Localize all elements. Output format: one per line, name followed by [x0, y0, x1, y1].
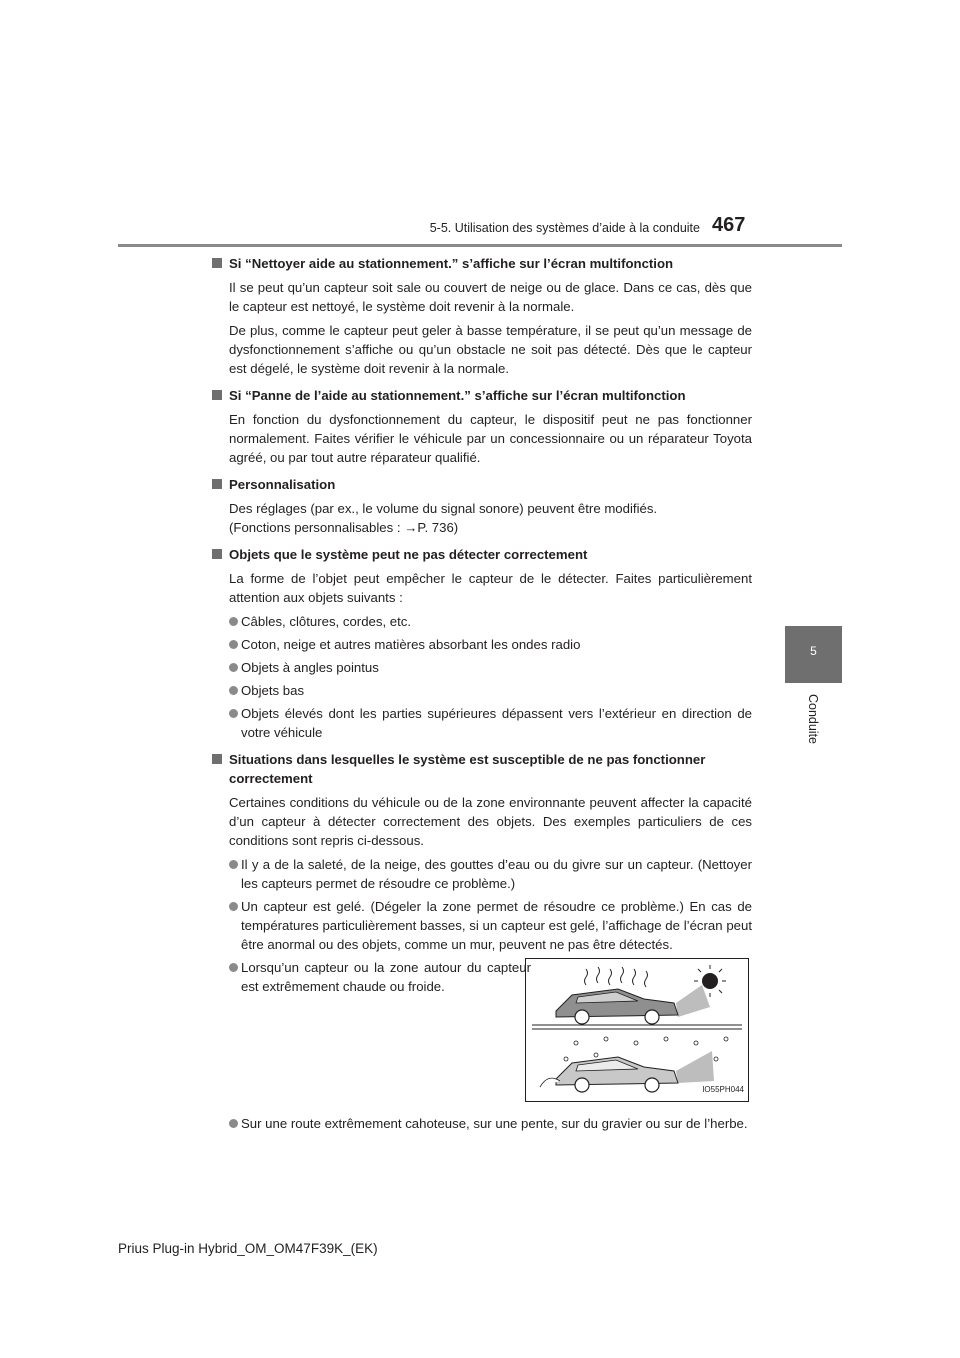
- round-bullet-icon: [229, 617, 238, 626]
- round-bullet-icon: [229, 902, 238, 911]
- round-bullet-icon: [229, 963, 238, 972]
- list-item: Objets à angles pointus: [212, 658, 752, 677]
- paragraph: Certaines conditions du véhicule ou de la zone environnante peuvent affecter la capacité d’un capteur à détecter correctement des objets. Des exemples particuliers de ces conditions sont repris ci-dessous.: [229, 795, 752, 848]
- chapter-tab-label: Conduite: [806, 693, 820, 745]
- page-number: 467: [712, 214, 746, 236]
- main-content: [212, 254, 752, 1141]
- section-title: Personnalisation: [212, 475, 752, 494]
- figure-code: IO55PH044: [702, 1085, 744, 1094]
- square-bullet-icon: [212, 390, 222, 400]
- chapter-tab-number: 5: [810, 644, 817, 658]
- section-title: Situations dans lesquelles le système est susceptible de ne pas fonctionner correctement: [212, 750, 752, 788]
- round-bullet-icon: [229, 860, 238, 869]
- round-bullet-icon: [229, 686, 238, 695]
- list-item: Un capteur est gelé. (Dégeler la zone permet de résoudre ce problème.) En cas de températures particulièrement basses, si un capteur est gelé, l’affichage de l’écran peut être anormal ou des objets, comme un mur, peuvent ne pas être détectés.: [212, 897, 752, 954]
- section-title: Si “Panne de l’aide au stationnement.” s’affiche sur l’écran multifonction: [212, 386, 752, 405]
- list-item: Objets élevés dont les parties supérieures dépassent vers l’extérieur en direction de votre véhicule: [212, 704, 752, 742]
- square-bullet-icon: [212, 479, 222, 489]
- paragraph: De plus, comme le capteur peut geler à basse température, il se peut qu’un message de dysfonctionnement s’affiche ou qu’un obstacle ne soit pas détecté. Dès que le capteur est dégelé, le système doit revenir à la normale.: [229, 323, 752, 376]
- list-item: Lorsqu’un capteur ou la zone autour du capteur est extrêmement chaude ou froide.: [212, 958, 531, 996]
- square-bullet-icon: [212, 754, 222, 764]
- car-icon: [540, 1057, 678, 1092]
- square-bullet-icon: [212, 258, 222, 268]
- section-heading: 5-5. Utilisation des systèmes d’aide à la conduite: [429, 221, 700, 235]
- square-bullet-icon: [212, 549, 222, 559]
- car-icon: [556, 989, 678, 1024]
- section-undetectable-objects: [212, 545, 752, 742]
- header-divider: [118, 244, 842, 247]
- list-item: Objets bas: [212, 681, 752, 700]
- paragraph: Il se peut qu’un capteur soit sale ou couvert de neige ou de glace. Dans ce cas, dès que le capteur est nettoyé, le système doit revenir à la normale.: [229, 280, 752, 314]
- list-item: Sur une route extrêmement cahoteuse, sur une pente, sur du gravier ou sur de l’herbe.: [212, 1114, 752, 1133]
- round-bullet-icon: [229, 640, 238, 649]
- section-title: Objets que le système peut ne pas détecter correctement: [212, 545, 752, 564]
- chapter-tab: [785, 626, 842, 683]
- round-bullet-icon: [229, 1119, 238, 1128]
- footer-model: Prius Plug-in Hybrid_OM_OM47F39K_(EK): [118, 1241, 378, 1256]
- page-reference: (Fonctions personnalisables : →P. 736): [229, 520, 459, 535]
- paragraph: La forme de l’objet peut empêcher le capteur de le détecter. Faites particulièrement attention aux objets suivants :: [229, 571, 752, 605]
- figure-row: [212, 958, 752, 1108]
- paragraph: Des réglages (par ex., le volume du signal sonore) peuvent être modifiés.: [229, 501, 658, 516]
- chapter-tab-label-box: [803, 692, 823, 752]
- section-malfunction: [212, 386, 752, 467]
- illustration-hot-cold-sensor: [525, 958, 749, 1102]
- round-bullet-icon: [229, 709, 238, 718]
- round-bullet-icon: [229, 663, 238, 672]
- section-sensor-cleaning: [212, 254, 752, 378]
- list-item: Il y a de la saleté, de la neige, des gouttes d’eau ou du givre sur un capteur. (Nettoyer les capteurs permet de résoudre ce problème.): [212, 855, 752, 893]
- section-customization: [212, 475, 752, 537]
- section-malfunction-situations: [212, 750, 752, 1133]
- list-item: Câbles, clôtures, cordes, etc.: [212, 612, 752, 631]
- list-item: Coton, neige et autres matières absorbant les ondes radio: [212, 635, 752, 654]
- section-title: Si “Nettoyer aide au stationnement.” s’affiche sur l’écran multifonction: [212, 254, 752, 273]
- paragraph: En fonction du dysfonctionnement du capteur, le dispositif peut ne pas fonctionner normalement. Faites vérifier le véhicule par un concessionnaire ou un réparateur Toyota agréé, ou par tout autre réparateur qualifié.: [229, 412, 752, 465]
